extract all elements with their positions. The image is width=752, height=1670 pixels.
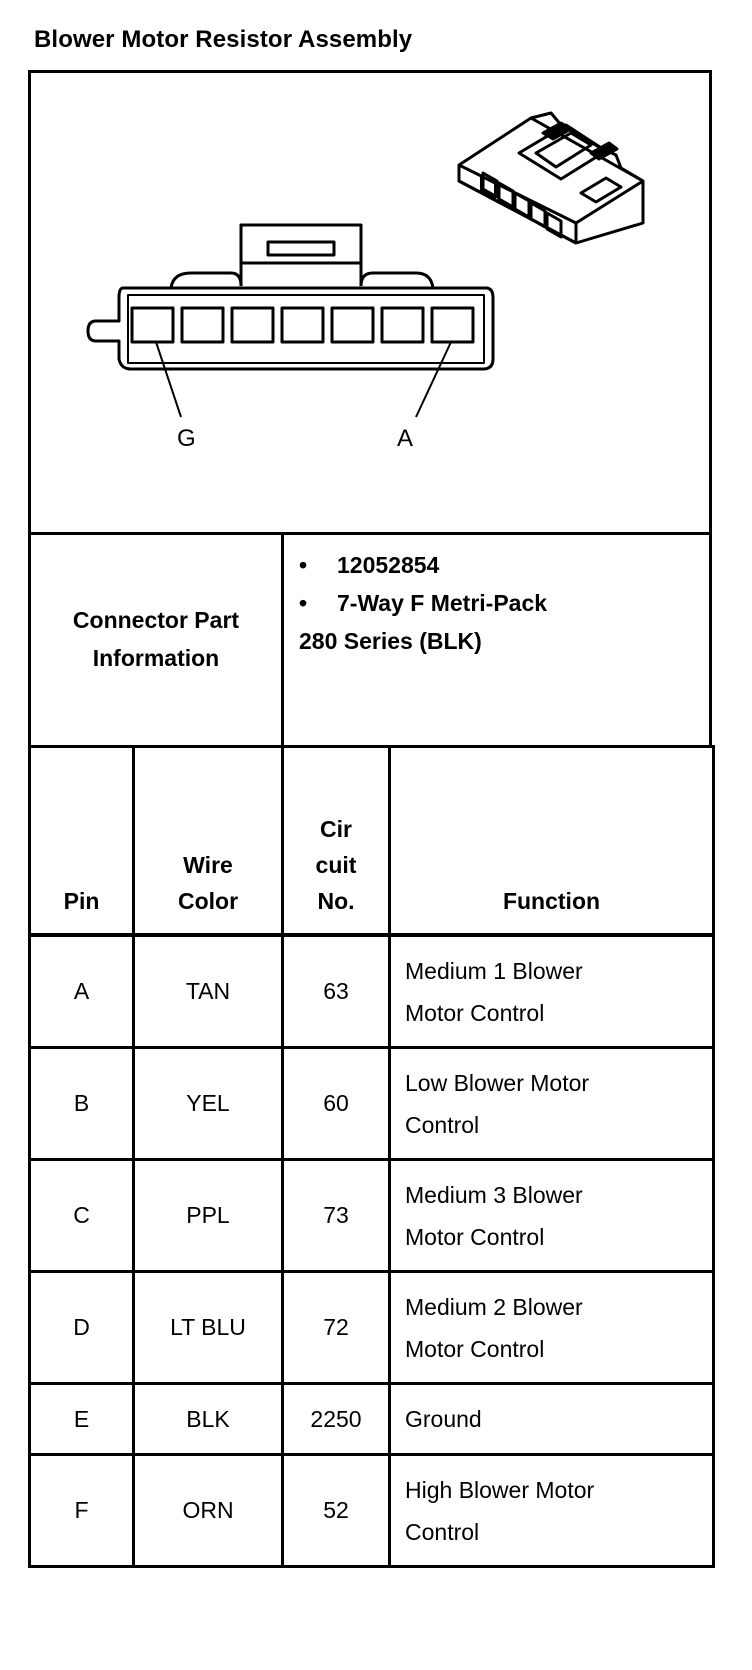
table-row (30, 1455, 714, 1567)
connector-description-line2: 280 Series (BLK) (299, 628, 482, 654)
pinout-table (28, 745, 715, 1568)
table-row (30, 935, 714, 1048)
pin-cell: E (30, 1384, 134, 1455)
table-row (30, 1272, 714, 1384)
header-function: Function (390, 747, 714, 936)
page-title: Blower Motor Resistor Assembly (34, 26, 413, 53)
pin-cell: F (30, 1455, 134, 1567)
info-label-line2: Information (92, 644, 220, 671)
connector-diagram (28, 70, 712, 535)
header-wire-color: Wire Color (134, 747, 283, 936)
pin-cell: A (30, 935, 134, 1048)
table-row (30, 1048, 714, 1160)
circuit-cell: 52 (283, 1455, 390, 1567)
pin-cell: B (30, 1048, 134, 1160)
info-label-line1: Connector Part (72, 606, 240, 633)
header-pin: Pin (30, 747, 134, 936)
connector-3d-view-icon (459, 113, 643, 243)
function-cell: Medium 3 Blower Motor Control (390, 1160, 714, 1272)
part-number: 12052854 (337, 552, 440, 578)
connector-face-icon (88, 225, 493, 417)
table-row (30, 1384, 714, 1455)
function-cell: Medium 2 Blower Motor Control (390, 1272, 714, 1384)
pin-a-label: A (397, 425, 414, 452)
bullet-icon: • (299, 552, 308, 578)
wire-color-cell: YEL (134, 1048, 283, 1160)
wire-color-cell: ORN (134, 1455, 283, 1567)
circuit-cell: 72 (283, 1272, 390, 1384)
connector-face-drawing (31, 73, 709, 532)
function-cell: Medium 1 Blower Motor Control (390, 935, 714, 1048)
wire-color-cell: PPL (134, 1160, 283, 1272)
pin-cell: D (30, 1272, 134, 1384)
function-cell: Ground (390, 1384, 714, 1455)
circuit-cell: 2250 (283, 1384, 390, 1455)
pin-g-label: G (177, 425, 196, 452)
table-header-row (30, 747, 714, 936)
function-cell: High Blower Motor Control (390, 1455, 714, 1567)
circuit-cell: 73 (283, 1160, 390, 1272)
wire-color-cell: TAN (134, 935, 283, 1048)
connector-part-info-label (31, 532, 284, 745)
function-cell: Low Blower Motor Control (390, 1048, 714, 1160)
circuit-cell: 60 (283, 1048, 390, 1160)
wire-color-cell: LT BLU (134, 1272, 283, 1384)
circuit-cell: 63 (283, 935, 390, 1048)
wire-color-cell: BLK (134, 1384, 283, 1455)
bullet-icon: • (299, 590, 308, 616)
connector-part-values (299, 546, 547, 660)
header-circuit-no: Cir cuit No. (283, 747, 390, 936)
table-row (30, 1160, 714, 1272)
connector-part-info (28, 532, 712, 748)
pin-cell: C (30, 1160, 134, 1272)
connector-description-line1: 7-Way F Metri-Pack (337, 590, 548, 616)
